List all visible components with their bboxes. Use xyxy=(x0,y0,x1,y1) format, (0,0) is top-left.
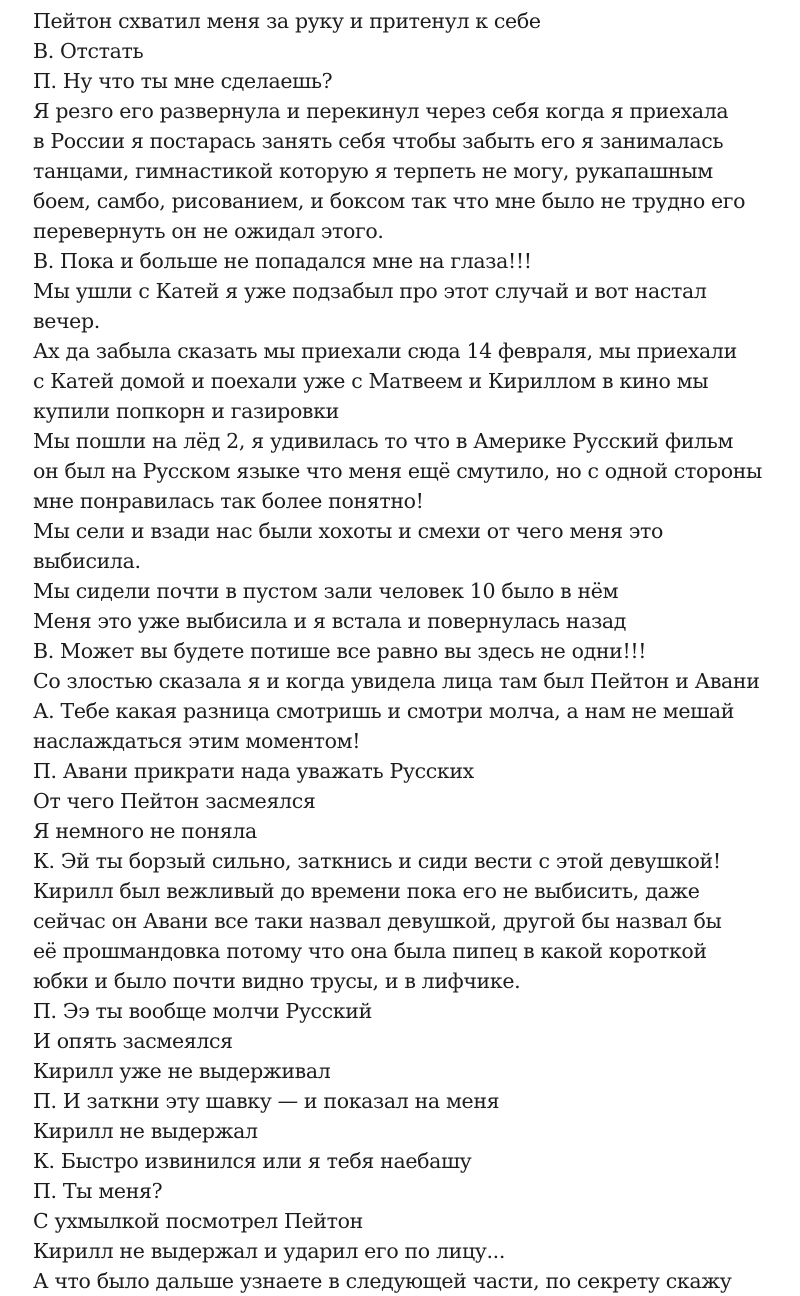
text-line: с Катей домой и поехали уже с Матвеем и Кириллом в кино мы xyxy=(33,369,709,393)
text-line: П. И заткни эту шавку — и показал на меня xyxy=(33,1089,500,1113)
text-line: Меня это уже выбисила и я встала и повернулась назад xyxy=(33,609,627,633)
text-line: он был на Русском языке что меня ещё смутило, но с одной стороны xyxy=(33,459,762,483)
text-line: П. Ээ ты вообще молчи Русский xyxy=(33,999,372,1023)
text-line: Я резго его развернула и перекинул через себя когда я приехала xyxy=(33,99,729,123)
text-line: вечер. xyxy=(33,309,100,333)
text-line: боем, самбо, рисованием, и боксом так что мне было не трудно его xyxy=(33,189,746,213)
text-line: Мы ушли с Катей я уже подзабыл про этот случай и вот настал xyxy=(33,279,707,303)
text-line: юбки и было почти видно трусы, и в лифчике. xyxy=(33,969,521,993)
text-line: К. Быстро извинился или я тебя наебашу xyxy=(33,1149,472,1173)
text-line: мне понравилась так более понятно! xyxy=(33,489,424,513)
text-line: её прошмандовка потому что она была пипец в какой короткой xyxy=(33,939,707,963)
text-line: В. Может вы будете потише все равно вы здесь не одни!!! xyxy=(33,639,647,663)
text-line: Со злостью сказала я и когда увидела лица там был Пейтон и Авани xyxy=(33,669,760,693)
text-line: П. Авани прикрати нада уважать Русских xyxy=(33,759,474,783)
text-line: П. Ты меня? xyxy=(33,1179,163,1203)
text-line: К. Эй ты борзый сильно, заткнись и сиди вести с этой девушкой! xyxy=(33,849,721,873)
text-line: выбисила. xyxy=(33,549,141,573)
text-line: Кирилл не выдержал xyxy=(33,1119,258,1143)
text-line: Мы пошли на лёд 2, я удивилась то что в Америке Русский фильм xyxy=(33,429,734,453)
text-line: А что было дальше узнаете в следующей части, по секрету скажу xyxy=(33,1269,732,1293)
text-line: От чего Пейтон засмеялся xyxy=(33,789,316,813)
text-line: Мы сидели почти в пустом зали человек 10 было в нём xyxy=(33,579,619,603)
text-line: сейчас он Авани все таки назвал девушкой, другой бы назвал бы xyxy=(33,909,722,933)
story-text xyxy=(33,6,783,1296)
text-line: перевернуть он не ожидал этого. xyxy=(33,219,384,243)
text-line: в России я постарась занять себя чтобы забыть его я занималась xyxy=(33,129,724,153)
text-line: П. Ну что ты мне сделаешь? xyxy=(33,69,333,93)
text-line: Кирилл уже не выдерживал xyxy=(33,1059,331,1083)
text-line: наслаждаться этим моментом! xyxy=(33,729,361,753)
text-line: В. Пока и больше не попадался мне на глаза!!! xyxy=(33,249,532,273)
text-line: Я немного не поняла xyxy=(33,819,257,843)
text-line: А. Тебе какая разница смотришь и смотри молча, а нам не мешай xyxy=(33,699,735,723)
text-line: Кирилл был вежливый до времени пока его не выбисить, даже xyxy=(33,879,700,903)
text-line: В. Отстать xyxy=(33,39,144,63)
text-line: танцами, гимнастикой которую я терпеть не могу, рукапашным xyxy=(33,159,713,183)
text-line: купили попкорн и газировки xyxy=(33,399,339,423)
text-line: И опять засмеялся xyxy=(33,1029,233,1053)
text-line: Ах да забыла сказать мы приехали сюда 14 февраля, мы приехали xyxy=(33,339,737,363)
text-line: Пейтон схватил меня за руку и притенул к себе xyxy=(33,9,541,33)
text-line: Мы сели и взади нас были хохоты и смехи от чего меня это xyxy=(33,519,664,543)
text-line: Кирилл не выдержал и ударил его по лицу... xyxy=(33,1239,505,1263)
text-line: С ухмылкой посмотрел Пейтон xyxy=(33,1209,363,1233)
